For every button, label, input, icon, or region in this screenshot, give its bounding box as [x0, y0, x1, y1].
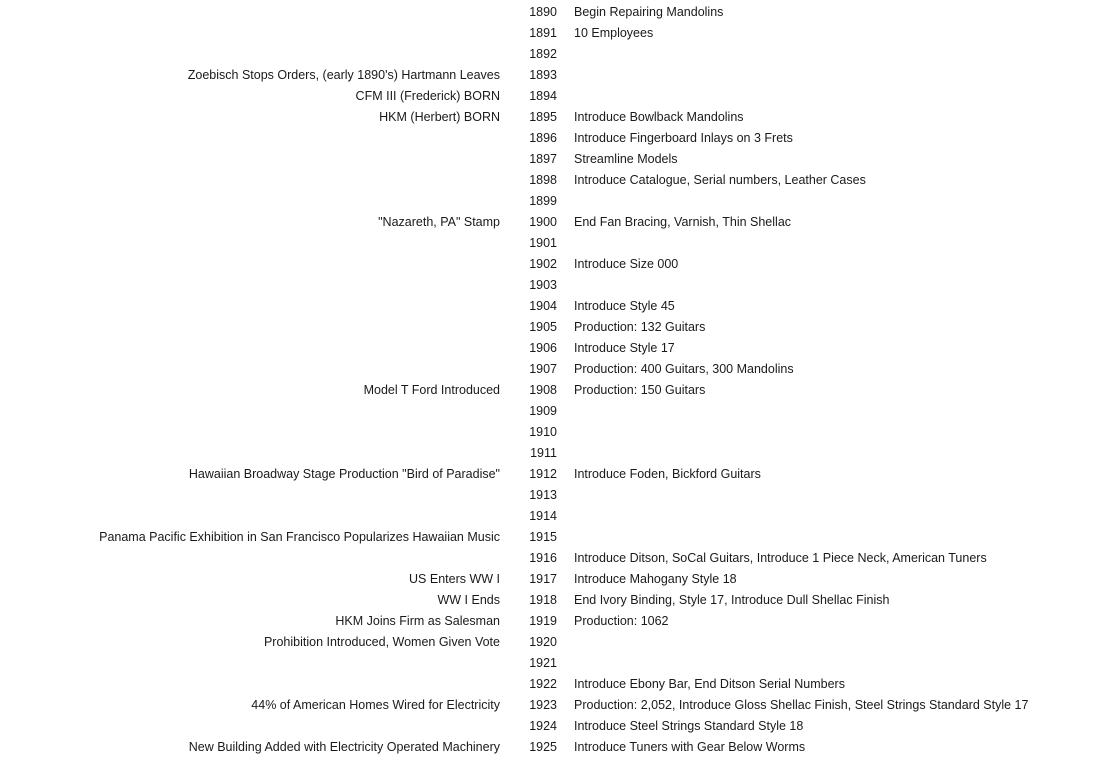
year-cell: 1911	[530, 445, 557, 460]
company-event-cell: Introduce Catalogue, Serial numbers, Leather Cases	[574, 172, 866, 187]
company-event-cell: Production: 1062	[574, 613, 669, 628]
year-cell: 1907	[529, 361, 557, 376]
timeline-row	[0, 400, 1107, 421]
year-cell: 1921	[529, 655, 557, 670]
world-event-cell: 44% of American Homes Wired for Electricity	[251, 697, 500, 712]
timeline-table	[0, 1, 1107, 757]
year-cell: 1925	[529, 739, 557, 754]
company-event-cell: Introduce Style 45	[574, 298, 675, 313]
year-cell: 1893	[529, 67, 557, 82]
timeline-row	[0, 337, 1107, 358]
company-event-cell: Introduce Style 17	[574, 340, 675, 355]
company-event-cell: Introduce Tuners with Gear Below Worms	[574, 739, 806, 754]
year-cell: 1906	[529, 340, 557, 355]
year-cell: 1898	[529, 172, 557, 187]
year-cell: 1895	[529, 109, 557, 124]
timeline-row	[0, 85, 1107, 106]
year-cell: 1919	[529, 613, 557, 628]
year-cell: 1892	[529, 46, 557, 61]
company-event-cell: End Fan Bracing, Varnish, Thin Shellac	[574, 214, 792, 229]
company-event-cell: Introduce Fingerboard Inlays on 3 Frets	[574, 130, 793, 145]
timeline-row	[0, 274, 1107, 295]
timeline-row	[0, 253, 1107, 274]
timeline-row	[0, 568, 1107, 589]
timeline-row	[0, 127, 1107, 148]
year-cell: 1920	[529, 634, 557, 649]
timeline-row	[0, 484, 1107, 505]
world-event-cell: WW I Ends	[437, 592, 500, 607]
timeline-row	[0, 1, 1107, 22]
year-cell: 1923	[529, 697, 557, 712]
timeline-row	[0, 190, 1107, 211]
timeline-row	[0, 505, 1107, 526]
timeline-row	[0, 295, 1107, 316]
year-cell: 1901	[529, 235, 557, 250]
company-event-cell: Introduce Ditson, SoCal Guitars, Introduce 1 Piece Neck, American Tuners	[574, 550, 987, 565]
year-cell: 1908	[529, 382, 557, 397]
timeline-row	[0, 694, 1107, 715]
year-cell: 1916	[529, 550, 557, 565]
world-event-cell: HKM Joins Firm as Salesman	[335, 613, 500, 628]
timeline-row	[0, 232, 1107, 253]
year-cell: 1918	[529, 592, 557, 607]
world-event-cell: HKM (Herbert) BORN	[379, 109, 500, 124]
company-event-cell: Introduce Foden, Bickford Guitars	[574, 466, 761, 481]
company-event-cell: Introduce Steel Strings Standard Style 18	[574, 718, 804, 733]
timeline-row	[0, 379, 1107, 400]
world-event-cell: New Building Added with Electricity Operated Machinery	[188, 739, 500, 754]
year-cell: 1912	[529, 466, 557, 481]
year-cell: 1894	[529, 88, 557, 103]
timeline-row	[0, 610, 1107, 631]
year-cell: 1896	[529, 130, 557, 145]
timeline-row	[0, 106, 1107, 127]
company-event-cell: Production: 400 Guitars, 300 Mandolins	[574, 361, 794, 376]
world-event-cell: Zoebisch Stops Orders, (early 1890's) Hartmann Leaves	[187, 67, 500, 82]
timeline-row	[0, 64, 1107, 85]
year-cell: 1900	[529, 214, 557, 229]
company-event-cell: Introduce Bowlback Mandolins	[574, 109, 744, 124]
year-cell: 1905	[529, 319, 557, 334]
world-event-cell: Prohibition Introduced, Women Given Vote	[263, 634, 500, 649]
timeline-row	[0, 715, 1107, 736]
timeline-row	[0, 631, 1107, 652]
company-event-cell: Production: 150 Guitars	[574, 382, 706, 397]
company-event-cell: Introduce Ebony Bar, End Ditson Serial Numbers	[574, 676, 845, 691]
world-event-cell: CFM III (Frederick) BORN	[355, 88, 500, 103]
year-cell: 1913	[529, 487, 557, 502]
timeline-row	[0, 22, 1107, 43]
year-cell: 1915	[529, 529, 557, 544]
timeline-row	[0, 43, 1107, 64]
world-event-cell: Panama Pacific Exhibition in San Francisco Popularizes Hawaiian Music	[99, 529, 500, 544]
world-event-cell: Model T Ford Introduced	[363, 382, 500, 397]
timeline-row	[0, 736, 1107, 757]
year-cell: 1924	[529, 718, 557, 733]
timeline-row	[0, 211, 1107, 232]
company-event-cell: 10 Employees	[574, 25, 654, 40]
company-event-cell: Production: 2,052, Introduce Gloss Shellac Finish, Steel Strings Standard Style 17	[574, 697, 1029, 712]
company-event-cell: Production: 132 Guitars	[574, 319, 706, 334]
timeline-row	[0, 421, 1107, 442]
timeline-row	[0, 526, 1107, 547]
world-event-cell: Hawaiian Broadway Stage Production "Bird of Paradise"	[188, 466, 500, 481]
world-event-cell: US Enters WW I	[409, 571, 500, 586]
year-cell: 1910	[529, 424, 557, 439]
year-cell: 1890	[529, 4, 557, 19]
year-cell: 1899	[529, 193, 557, 208]
world-event-cell: "Nazareth, PA" Stamp	[378, 214, 500, 229]
timeline-row	[0, 358, 1107, 379]
timeline-row	[0, 652, 1107, 673]
timeline-row	[0, 169, 1107, 190]
year-cell: 1922	[529, 676, 557, 691]
year-cell: 1917	[529, 571, 557, 586]
company-event-cell: Streamline Models	[574, 151, 678, 166]
year-cell: 1891	[529, 25, 557, 40]
company-event-cell: Introduce Size 000	[574, 256, 679, 271]
timeline-row	[0, 589, 1107, 610]
year-cell: 1904	[529, 298, 557, 313]
timeline-row	[0, 463, 1107, 484]
year-cell: 1903	[529, 277, 557, 292]
year-cell: 1909	[529, 403, 557, 418]
company-event-cell: End Ivory Binding, Style 17, Introduce Dull Shellac Finish	[574, 592, 890, 607]
company-event-cell: Introduce Mahogany Style 18	[574, 571, 737, 586]
company-event-cell: Begin Repairing Mandolins	[574, 4, 724, 19]
timeline-row	[0, 442, 1107, 463]
year-cell: 1914	[529, 508, 557, 523]
timeline-row	[0, 547, 1107, 568]
year-cell: 1897	[529, 151, 557, 166]
timeline-row	[0, 316, 1107, 337]
timeline-row	[0, 673, 1107, 694]
year-cell: 1902	[529, 256, 557, 271]
timeline-row	[0, 148, 1107, 169]
